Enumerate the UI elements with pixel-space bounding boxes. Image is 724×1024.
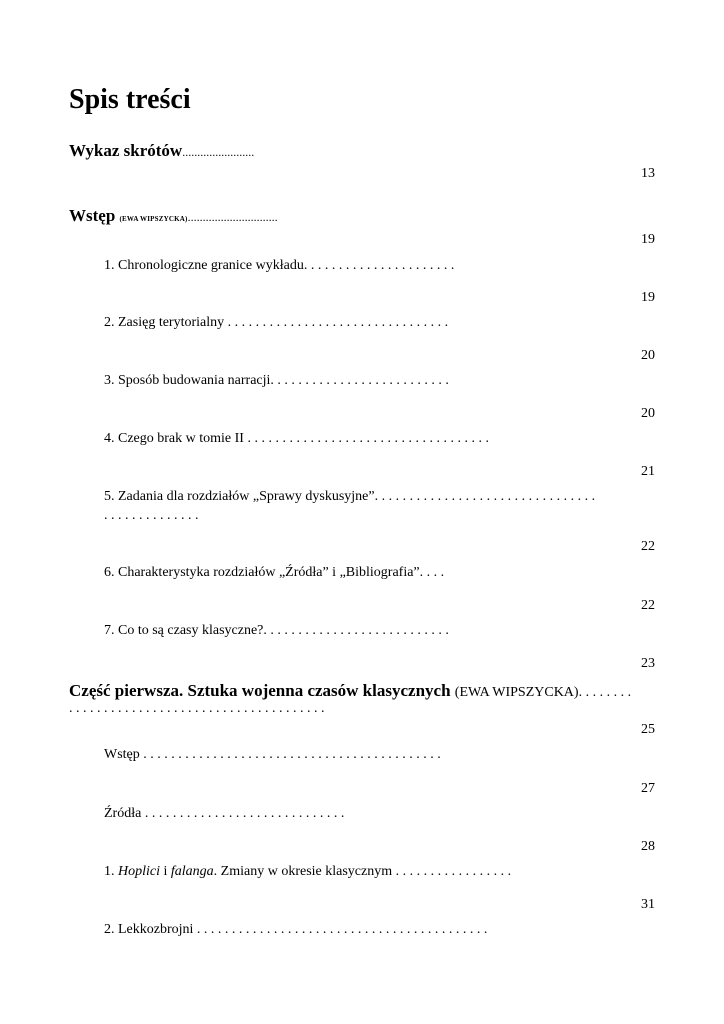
entry-italic-falanga: falanga (170, 864, 214, 879)
entry-text: Wykaz skrótów (69, 141, 183, 160)
page-number: 21 (641, 464, 655, 479)
leader-dots-continued: . . . . . . . . . . . . . . . . . . . . . . . . . . . . . . . . . . . . . (69, 701, 325, 716)
toc-entry-wstep[interactable] (69, 206, 278, 226)
toc-entry-czego-brak[interactable] (104, 431, 489, 447)
entry-conjunction: i (163, 864, 168, 879)
entry-text: 3. Sposób budowania narracji (104, 373, 271, 388)
page-number: 25 (641, 722, 655, 737)
toc-entry-lekkozbrojni[interactable] (104, 922, 487, 938)
leader-dots: . . . . . . . . . . . . . . . . . . . . . . . . . . . . . (141, 806, 345, 821)
leader-dots: . . . . . . . . . . . . . . . . . . . . . . . . . . . . . . . . . . . . . . . . . . . (139, 747, 441, 762)
page-number: 13 (641, 166, 655, 181)
toc-entry-wstep-czesc[interactable] (104, 747, 441, 763)
entry-text: 7. Co to są czasy klasyczne? (104, 623, 264, 638)
leader-dots: . . . . . . . . . . . . . . . . . . . . . . . . . . (270, 373, 449, 388)
leader-dots: . . . . . . . . . . . . . . . . . . . . . . . . . . . . . . . . (374, 489, 596, 504)
leader-dots: . . . . . . . . . . . . . . . . . . . . . . . . . . . . . . . . . . . (243, 431, 489, 446)
leader-dots: .............................. (187, 210, 278, 224)
leader-dots: . . . . . . . . . . . . . . . . . . . . . . (303, 258, 455, 273)
page-number: 28 (641, 839, 655, 854)
toc-entry-charakterystyka-rozdzialow[interactable] (104, 565, 444, 581)
page-number: 20 (641, 406, 655, 421)
entry-text: Część pierwsza. Sztuka wojenna czasów klasycznych (69, 681, 451, 700)
page-number: 27 (641, 781, 655, 796)
page-number: 20 (641, 348, 655, 363)
entry-text-rest: . Zmiany w okresie klasycznym (213, 864, 393, 879)
toc-entry-hoplici-i-falanga[interactable] (104, 864, 511, 880)
toc-entry-wykaz-skrotow[interactable] (69, 141, 254, 161)
author-note: (EWA WIPSZYCKA) (119, 215, 188, 223)
entry-text: 5. Zadania dla rozdziałów „Sprawy dyskusyjne” (104, 489, 375, 504)
page-number: 23 (641, 656, 655, 671)
leader-dots: ........................ (182, 145, 255, 159)
page-number: 31 (641, 897, 655, 912)
leader-dots: . . . . . . . . . . . . . . . . . (392, 864, 512, 879)
entry-text: 2. Lekkozbrojni (104, 922, 194, 937)
leader-dots: . . . . . . . . . . . . . . . . . . . . . . . . . . . (263, 623, 449, 638)
leader-dots: . . . . . . . . (578, 685, 632, 700)
page-number: 22 (641, 598, 655, 613)
toc-entry-sposob-budowania[interactable] (104, 373, 449, 389)
page-number: 22 (641, 539, 655, 554)
author-note: (EWA WIPSZYCKA) (454, 685, 579, 700)
toc-entry-zasieg-terytorialny[interactable] (104, 315, 448, 331)
entry-text: 1. Chronologiczne granice wykładu (104, 258, 304, 273)
entry-text: Wstęp (104, 747, 140, 762)
toc-entry-czesc-pierwsza[interactable] (69, 681, 631, 701)
entry-text: Źródła (104, 806, 142, 821)
entry-text: 2. Zasięg terytorialny (104, 315, 225, 330)
page-title: Spis treści (69, 84, 191, 115)
leader-dots: . . . . (419, 565, 445, 580)
entry-number: 1. (104, 864, 115, 879)
toc-entry-zadania-dla-rozdzialow[interactable] (104, 489, 595, 505)
entry-text: Wstęp (69, 206, 116, 225)
leader-dots-continued: . . . . . . . . . . . . . . (104, 508, 199, 523)
entry-text: 6. Charakterystyka rozdziałów „Źródła” i „Bibliografia” (104, 565, 420, 580)
toc-entry-czasy-klasyczne[interactable] (104, 623, 449, 639)
leader-dots: . . . . . . . . . . . . . . . . . . . . . . . . . . . . . . . . (224, 315, 449, 330)
page-number: 19 (641, 290, 655, 305)
page-number: 19 (641, 232, 655, 247)
entry-italic-hoplici: Hoplici (118, 864, 160, 879)
toc-entry-chronologiczne-granice[interactable] (104, 258, 454, 274)
toc-entry-zrodla[interactable] (104, 806, 344, 822)
leader-dots: . . . . . . . . . . . . . . . . . . . . . . . . . . . . . . . . . . . . . . . . . . (193, 922, 488, 937)
entry-text: 4. Czego brak w tomie II (104, 431, 244, 446)
